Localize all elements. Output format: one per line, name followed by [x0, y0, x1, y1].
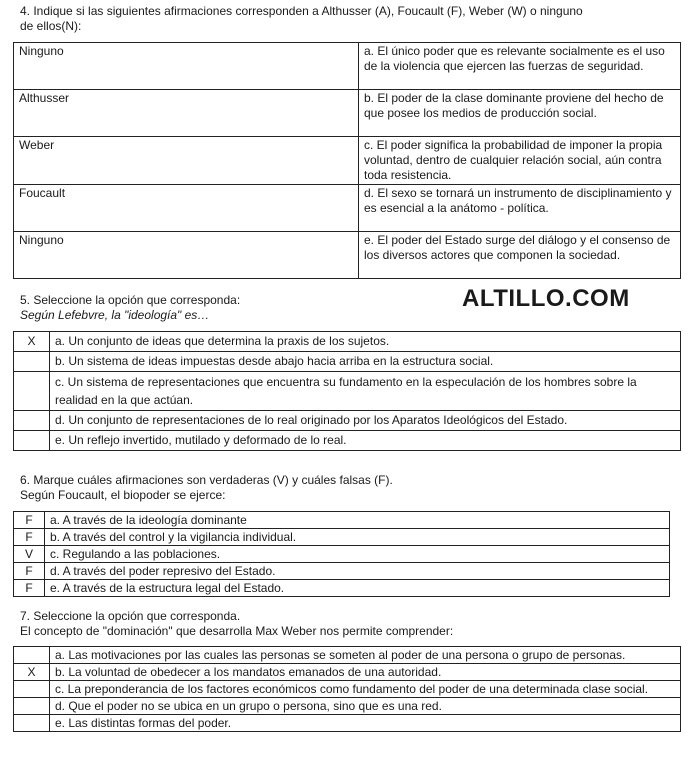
q7-mark-cell[interactable] [14, 681, 50, 698]
table-row [14, 43, 681, 90]
q5-option-cell: b. Un sistema de ideas impuestas desde abajo hacia arriba en la estructura social. [50, 352, 681, 372]
q6-table [13, 511, 670, 597]
q4-statement-cell: a. El único poder que es relevante socialmente es el uso de la violencia que ejercen las fuerzas de seguridad. [359, 43, 681, 90]
table-row [14, 372, 681, 411]
q7-prompt: 7. Seleccione la opción que corresponda. [20, 609, 241, 623]
q7-option-cell: b. La voluntad de obedecer a los mandatos emanados de una autoridad. [50, 664, 681, 681]
q6-option-cell: b. A través del control y la vigilancia individual. [45, 529, 670, 546]
watermark-logo: ALTILLO.COM [462, 285, 630, 312]
q7-table [13, 646, 681, 732]
q7-option-cell: c. La preponderancia de los factores económicos como fundamento del poder de una determinada clase social. [50, 681, 681, 698]
table-row [14, 332, 681, 352]
q5-mark-cell[interactable] [14, 372, 50, 411]
q5-option-cell: c. Un sistema de representaciones que encuentra su fundamento en la especulación de los hombres sobre la realidad en la que actúan. [50, 372, 681, 411]
q6-option-cell: c. Regulando a las poblaciones. [45, 546, 670, 563]
q6-mark-cell[interactable]: V [14, 546, 45, 563]
q5-option-cell: e. Un reflejo invertido, mutilado y deformado de lo real. [50, 431, 681, 451]
q4-statement-cell: b. El poder de la clase dominante proviene del hecho de que posee los medios de producción social. [359, 90, 681, 137]
q7-mark-cell[interactable] [14, 715, 50, 732]
table-row [14, 232, 681, 279]
table-row [14, 529, 670, 546]
q6-mark-cell[interactable]: F [14, 529, 45, 546]
q4-statement-cell: e. El poder del Estado surge del diálogo y el consenso de los diversos actores que componen la sociedad. [359, 232, 681, 279]
q5-mark-cell[interactable]: X [14, 332, 50, 352]
q7-subprompt: El concepto de "dominación" que desarrolla Max Weber nos permite comprender: [20, 624, 454, 638]
q5-table [13, 331, 681, 451]
q4-statement-cell: c. El poder significa la probabilidad de imponer la propia voluntad, dentro de cualquier relación social, aún contra toda resistencia. [359, 137, 681, 185]
table-row [14, 512, 670, 529]
q6-mark-cell[interactable]: F [14, 512, 45, 529]
q5-option-cell: a. Un conjunto de ideas que determina la praxis de los sujetos. [50, 332, 681, 352]
q5-mark-cell[interactable] [14, 352, 50, 372]
table-row [14, 90, 681, 137]
q4-answer-cell[interactable]: Althusser [14, 90, 359, 137]
table-row [14, 411, 681, 431]
q7-option-cell: e. Las distintas formas del poder. [50, 715, 681, 732]
q5-mark-cell[interactable] [14, 411, 50, 431]
q5-option-cell: d. Un conjunto de representaciones de lo real originado por los Aparatos Ideológicos del Estado. [50, 411, 681, 431]
q7-mark-cell[interactable]: X [14, 664, 50, 681]
q6-option-cell: a. A través de la ideología dominante [45, 512, 670, 529]
table-row [14, 698, 681, 715]
q4-answer-cell[interactable]: Weber [14, 137, 359, 185]
q4-answer-cell[interactable]: Ninguno [14, 43, 359, 90]
q6-subprompt: Según Foucault, el biopoder se ejerce: [20, 488, 226, 502]
q6-option-cell: e. A través de la estructura legal del Estado. [45, 580, 670, 597]
q7-mark-cell[interactable] [14, 698, 50, 715]
table-row [14, 563, 670, 580]
table-row [14, 546, 670, 563]
q4-statement-cell: d. El sexo se tornará un instrumento de disciplinamiento y es esencial a la anátomo - política. [359, 185, 681, 232]
q5-mark-cell[interactable] [14, 431, 50, 451]
q6-mark-cell[interactable]: F [14, 580, 45, 597]
q6-prompt: 6. Marque cuáles afirmaciones son verdaderas (V) y cuáles falsas (F). [20, 473, 393, 487]
table-row [14, 352, 681, 372]
table-row [14, 137, 681, 185]
table-row [14, 664, 681, 681]
q7-mark-cell[interactable] [14, 647, 50, 664]
q7-option-cell: d. Que el poder no se ubica en un grupo o persona, sino que es una red. [50, 698, 681, 715]
q4-table [13, 42, 681, 279]
q4-answer-cell[interactable]: Foucault [14, 185, 359, 232]
table-row [14, 580, 670, 597]
q5-subprompt: Según Lefebvre, la "ideología" es… [20, 308, 210, 322]
q5-prompt: 5. Seleccione la opción que corresponda: [20, 293, 241, 307]
q6-mark-cell[interactable]: F [14, 563, 45, 580]
q4-prompt: 4. Indique si las siguientes afirmaciones corresponden a Althusser (A), Foucault (F), Weber (W) o ninguno de ellos(N): [20, 4, 583, 33]
q7-option-cell: a. Las motivaciones por las cuales las personas se someten al poder de una persona o grupo de personas. [50, 647, 681, 664]
table-row [14, 715, 681, 732]
q6-option-cell: d. A través del poder represivo del Estado. [45, 563, 670, 580]
q4-answer-cell[interactable]: Ninguno [14, 232, 359, 279]
table-row [14, 431, 681, 451]
table-row [14, 681, 681, 698]
table-row [14, 647, 681, 664]
table-row [14, 185, 681, 232]
